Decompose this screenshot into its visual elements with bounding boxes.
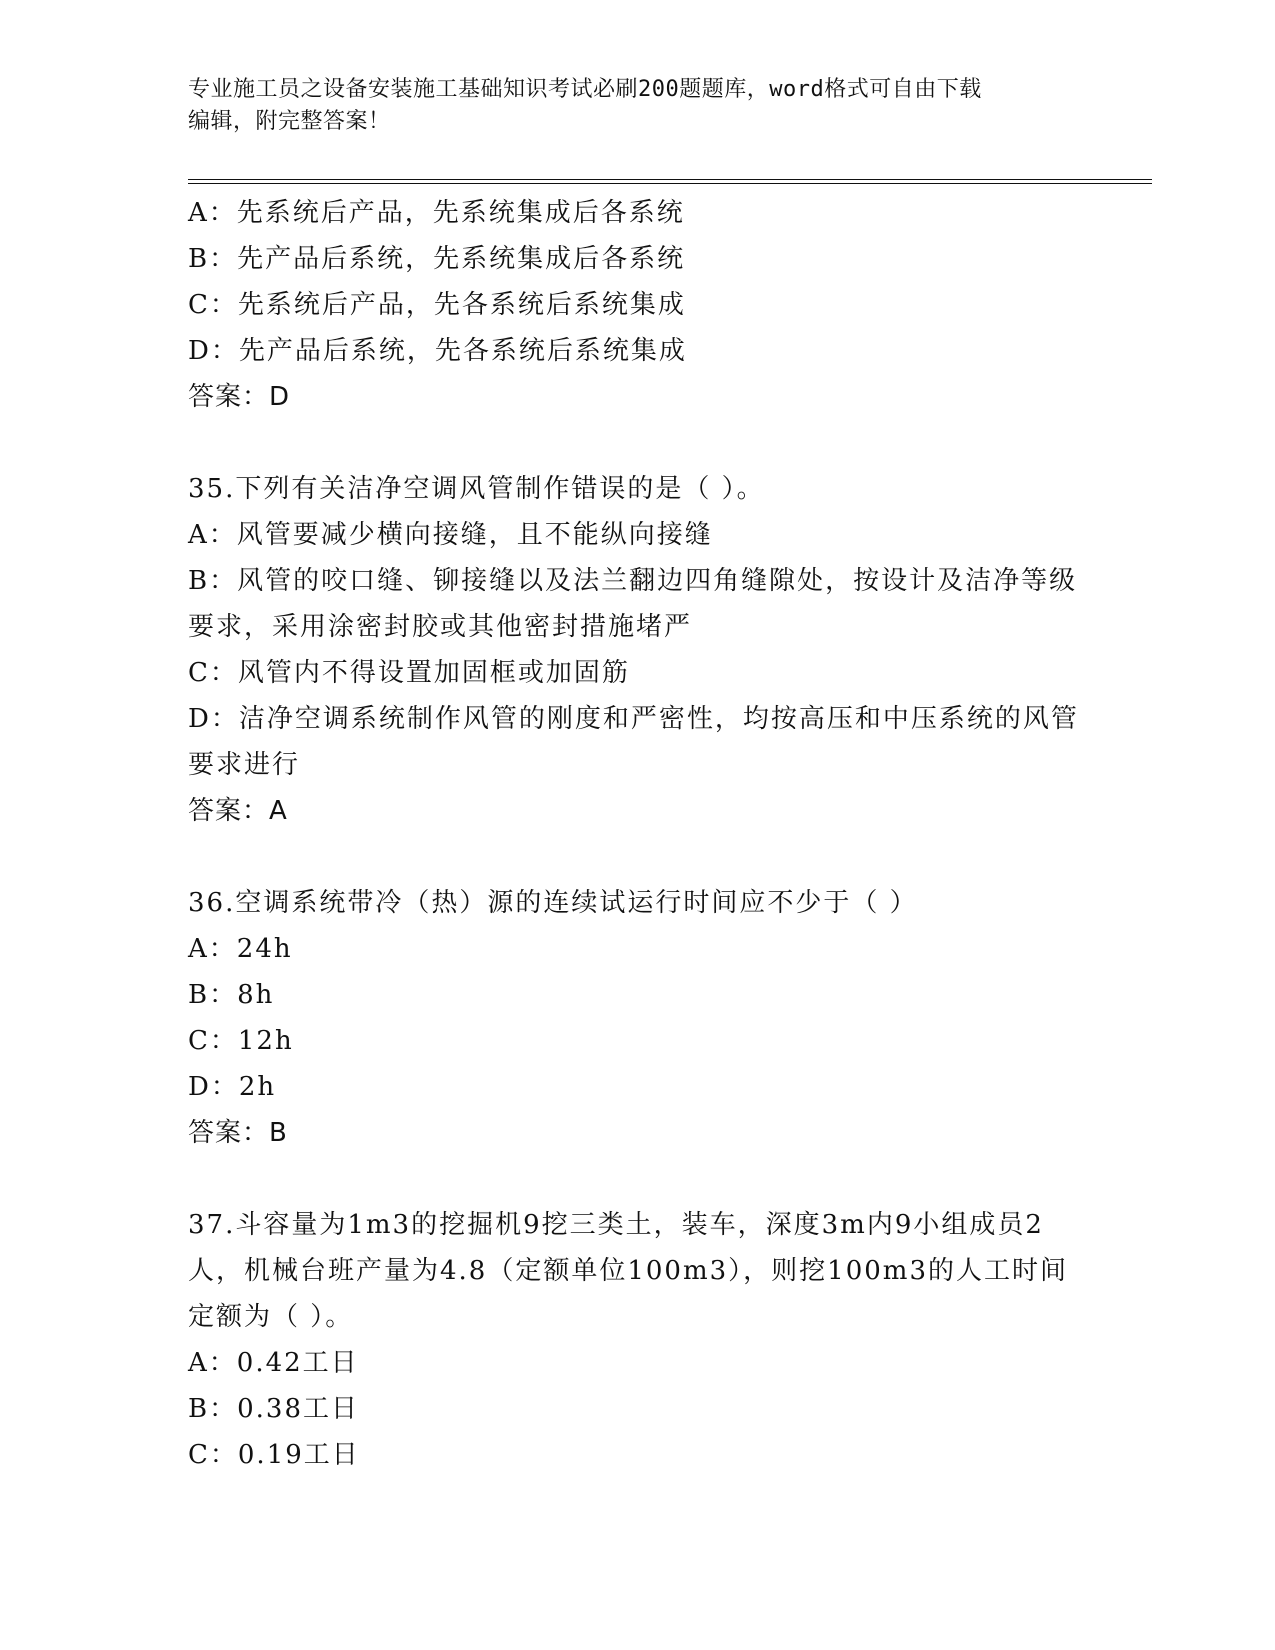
header-title-line-1: 专业施工员之设备安装施工基础知识考试必刷200题题库，word格式可自由下载 [188, 77, 982, 102]
question-37 [188, 1202, 1088, 1478]
option-a: A：先系统后产品，先系统集成后各系统 [188, 198, 685, 228]
option-d: D：2h [188, 1072, 277, 1102]
option-b: B：风管的咬口缝、铆接缝以及法兰翻边四角缝隙处，按设计及洁净等级要求，采用涂密封胶或其他密封措施堵严 [188, 566, 1078, 642]
question-list [188, 190, 1088, 1478]
question-text: 36.空调系统带冷（热）源的连续试运行时间应不少于（ ） [188, 888, 918, 918]
answer: 答案：D [188, 382, 291, 412]
header-divider-bottom [188, 183, 1152, 184]
option-d: D：洁净空调系统制作风管的刚度和严密性，均按高压和中压系统的风管要求进行 [188, 704, 1079, 780]
document-header [188, 74, 1088, 138]
spacer [188, 1156, 1088, 1202]
option-c: C：风管内不得设置加固框或加固筋 [188, 658, 630, 688]
question-36 [188, 880, 1088, 1156]
answer: 答案：B [188, 1118, 288, 1148]
option-a: A：风管要减少横向接缝，且不能纵向接缝 [188, 520, 713, 550]
option-b: B：0.38工日 [188, 1394, 359, 1424]
question-34 [188, 190, 1088, 420]
option-a: A：0.42工日 [188, 1348, 359, 1378]
option-c: C：先系统后产品，先各系统后系统集成 [188, 290, 686, 320]
question-35 [188, 466, 1088, 834]
question-text: 37.斗容量为1m3的挖掘机9挖三类土，装车，深度3m内9小组成员2人，机械台班产量为4.8（定额单位100m3），则挖100m3的人工时间定额为（ ）。 [188, 1210, 1068, 1332]
option-d: D：先产品后系统，先各系统后系统集成 [188, 336, 687, 366]
option-b: B：先产品后系统，先系统集成后各系统 [188, 244, 686, 274]
option-b: B：8h [188, 980, 275, 1010]
header-divider-top [188, 179, 1152, 180]
option-c: C：0.19工日 [188, 1440, 360, 1470]
question-text: 35.下列有关洁净空调风管制作错误的是（ ）。 [188, 474, 765, 504]
option-c: C：12h [188, 1026, 294, 1056]
spacer [188, 420, 1088, 466]
answer: 答案：A [188, 796, 288, 826]
header-title-line-2: 编辑，附完整答案！ [188, 109, 391, 134]
option-a: A：24h [188, 934, 293, 964]
spacer [188, 834, 1088, 880]
